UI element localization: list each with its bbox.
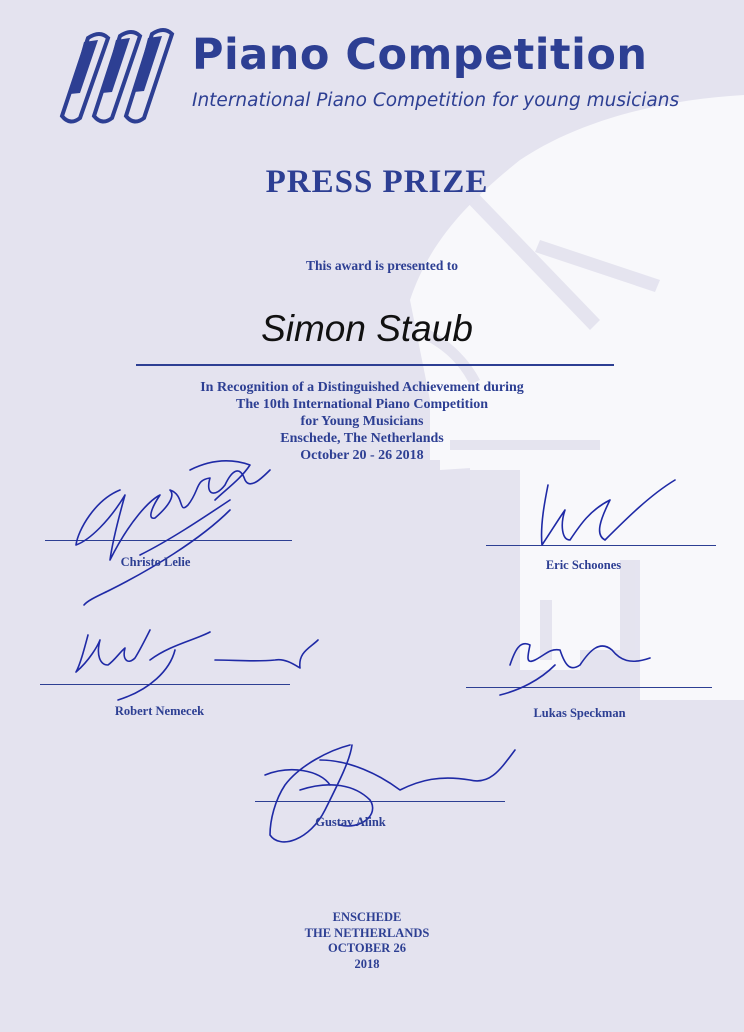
recognition-line: Enschede, The Netherlands [280,431,444,446]
signature-line [40,684,290,685]
signature-line [486,545,716,546]
recipient-name: Simon Staub [261,308,473,349]
footer-line: THE NETHERLANDS [304,925,430,940]
brand-title: Piano Competition [192,30,648,80]
recipient-underline [136,364,614,366]
signature-line [255,801,505,802]
signature-line [45,540,292,541]
footer-place-date [0,910,734,972]
signatory-name: Gustav Alink [315,815,386,829]
recognition-line: for Young Musicians [300,414,424,429]
prize-title: PRESS PRIZE [265,164,489,200]
brand-subtitle: International Piano Competition for young musicians [192,90,680,111]
footer-line: 2018 [354,956,380,971]
piano-keys-logo-icon [40,18,180,128]
signatory-name: Robert Nemecek [114,704,205,718]
recognition-line: The 10th International Piano Competition [235,397,488,412]
footer-line: OCTOBER 26 [328,941,406,955]
presented-text: This award is presented to [305,258,458,273]
recognition-line: October 20 - 26 2018 [300,448,424,463]
signatory-name: Lukas Speckman [533,706,626,720]
recognition-text [0,379,724,464]
recognition-line: In Recognition of a Distinguished Achievement during [200,380,524,395]
signature-line [466,687,712,688]
signatory-name: Christo Lelie [120,555,191,569]
footer-line: ENSCHEDE [332,910,402,924]
signatory-name: Eric Schoones [545,558,622,572]
